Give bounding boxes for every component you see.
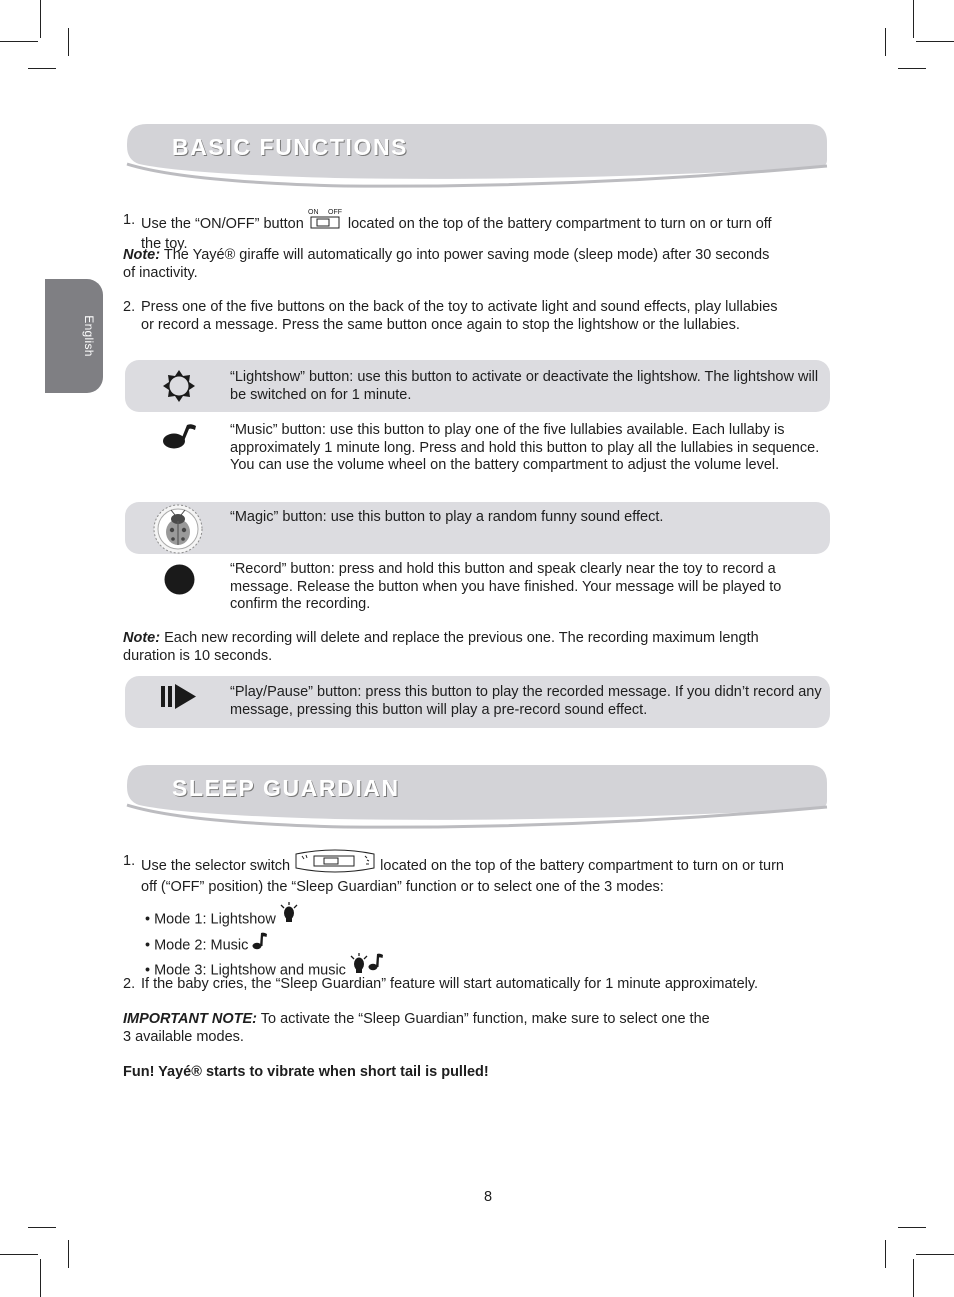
switch-off-label: OFF (327, 209, 342, 216)
mode-list (145, 906, 545, 985)
note-recording (123, 630, 828, 665)
note-label: Note: (123, 630, 161, 646)
fun-fact-text: Fun! Yayé® starts to vibrate when short tail is pulled! (123, 1064, 489, 1080)
note-text: of inactivity. (123, 264, 198, 281)
crop-mark (40, 1259, 41, 1297)
record-circle-icon (164, 564, 195, 600)
important-note-label: IMPORTANT NOTE: (123, 1011, 257, 1027)
section-title: SLEEP GUARDIAN (172, 775, 400, 801)
crop-mark (40, 0, 41, 38)
crop-mark (68, 1240, 69, 1268)
crop-mark (68, 28, 69, 56)
sleep-instruction-1 (123, 853, 828, 897)
list-item (145, 934, 545, 958)
page-number: 8 (484, 1189, 493, 1205)
mode-2-label: • Mode 2: Music (145, 937, 249, 954)
crop-mark (916, 1254, 954, 1255)
list-number: 1. (123, 853, 136, 869)
note-text: The Yayé® giraffe will automatically go into power saving mode (sleep mode) after 30 seconds (163, 247, 770, 263)
music-note-icon (368, 953, 384, 977)
list-item (145, 906, 545, 934)
play-pause-icon (161, 684, 197, 715)
switch-on-label: ON (307, 209, 319, 216)
note-text: duration is 10 seconds. (123, 647, 273, 664)
music-note-icon (163, 422, 197, 455)
crop-mark (28, 68, 56, 69)
selector-switch-icon (294, 848, 376, 874)
crop-mark (28, 1227, 56, 1228)
crop-mark (913, 1259, 914, 1297)
instruction-text: Use the “ON/OFF” button (141, 215, 304, 232)
sleep-instruction-2 (123, 976, 828, 994)
instruction-text: off (“OFF” position) the “Sleep Guardian” function or to select one of the 3 modes: (141, 879, 664, 895)
instruction-text: Press one of the five buttons on the back of the toy to activate light and sound effects, play lullabies (141, 299, 778, 315)
sun-icon (162, 369, 196, 408)
important-note-text: 3 available modes. (123, 1028, 244, 1045)
list-number: 2. (123, 299, 136, 315)
fun-fact (123, 1064, 828, 1082)
mode-3-label: • Mode 3: Lightshow and music (145, 962, 346, 979)
important-note (123, 1011, 828, 1046)
language-label: English (82, 315, 96, 357)
instruction-text: the toy. (141, 236, 188, 252)
note-label: Note: (123, 247, 161, 263)
instruction-2 (123, 299, 833, 334)
crop-mark (0, 1254, 38, 1255)
light-bulb-icon (280, 902, 298, 930)
play-pause-description: “Play/Pause” button: press this button to play the recorded message. If you didn’t record any message, pressing this button will play a pre-record sound effect. (230, 684, 822, 718)
ladybug-icon (152, 503, 204, 560)
list-number: 1. (123, 212, 136, 228)
section-banner-sleep-guardian (125, 763, 830, 833)
lightshow-description: “Lightshow” button: use this button to activate or deactivate the lightshow. The lightshow will be switched on for 1 minute. (230, 369, 819, 403)
record-description: “Record” button: press and hold this button and speak clearly near the toy to record a message. Release the button when you have finished. Your message will be played to confirm the recording. (230, 561, 782, 612)
crop-mark (898, 68, 926, 69)
magic-description: “Magic” button: use this button to play a random funny sound effect. (230, 509, 664, 525)
crop-mark (885, 28, 886, 56)
list-number: 2. (123, 976, 136, 992)
crop-mark (916, 41, 954, 42)
crop-mark (913, 0, 914, 38)
instruction-text: If the baby cries, the “Sleep Guardian” feature will start automatically for 1 minute approximately. (141, 976, 759, 992)
section-title: BASIC FUNCTIONS (172, 134, 409, 160)
instruction-text: located on the top of the battery compartment to turn on or turn off (347, 215, 772, 232)
on-off-switch-icon (308, 207, 344, 231)
crop-mark (0, 41, 38, 42)
important-note-text: To activate the “Sleep Guardian” function, make sure to select one the (260, 1011, 710, 1027)
instruction-text: located on the top of the battery compartment to turn on or turn (380, 857, 784, 874)
language-tab (45, 279, 103, 393)
crop-mark (885, 1240, 886, 1268)
mode-1-label: • Mode 1: Lightshow (145, 911, 276, 928)
crop-mark (898, 1227, 926, 1228)
note-power-saving (123, 247, 828, 282)
instruction-text: Use the selector switch (141, 857, 291, 874)
section-banner-basic-functions (125, 122, 830, 192)
instruction-text: or record a message. Press the same button once again to stop the lightshow or the lullabies. (141, 316, 740, 333)
music-description: “Music” button: use this button to play one of the five lullabies available. Each lullaby is approximately 1 minute long. Press and hold this button to play all the lullabies in sequence. You can use the volume wheel on the battery compartment to adjust the volume level. (230, 422, 820, 473)
note-text: Each new recording will delete and replace the previous one. The recording maximum length (164, 630, 759, 646)
music-note-icon (252, 932, 268, 956)
